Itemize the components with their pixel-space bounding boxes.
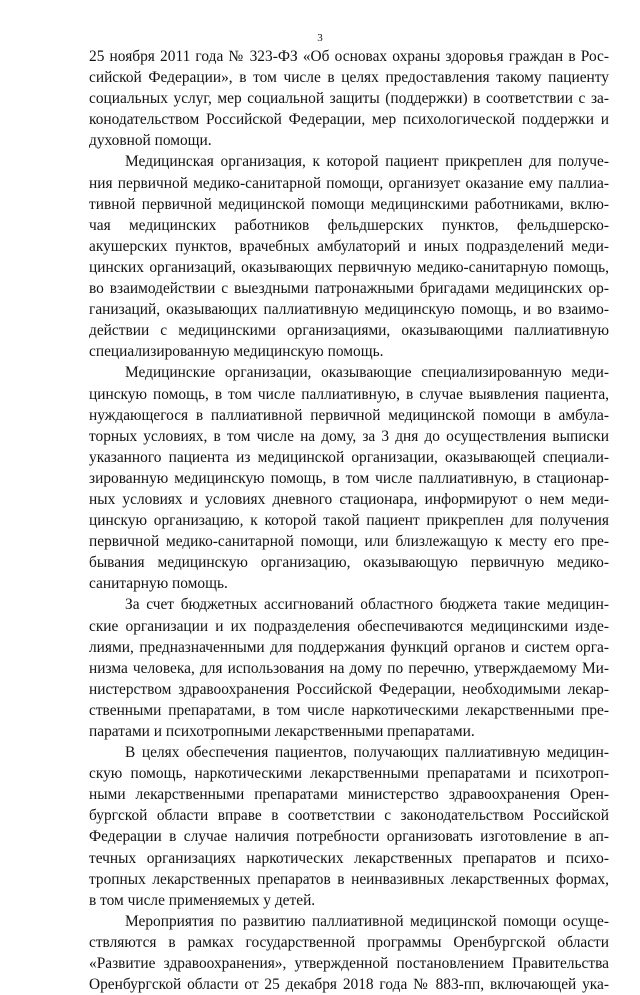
text-line: тропных лекарственных препаратов в неинвазивных лекарственных формах,: [89, 870, 609, 888]
text-line: Медицинские организации, оказывающие специализированную меди-: [125, 364, 609, 382]
text-line: цинскую организацию, к которой такой пациент прикреплен для получения: [89, 512, 609, 530]
text-line: нуждающегося в паллиативной первичной медицинской помощи в амбула-: [89, 406, 609, 424]
page-number: 3: [317, 32, 323, 44]
text-line: Медицинская организация, к которой пациент прикреплен для получе-: [125, 153, 609, 171]
paragraph: [89, 742, 609, 911]
text-line: ных условиях и условиях дневного стационара, информируют о нем меди-: [89, 490, 609, 508]
text-line: тивной первичной медицинской помощи медицинскими работниками, вклю-: [89, 195, 609, 213]
text-line: цинских организаций, оказывающих первичную медико-санитарную помощь,: [89, 258, 609, 276]
text-line: 25 ноября 2011 года № 323-ФЗ «Об основах охраны здоровья граждан в Рос-: [89, 48, 609, 65]
text-line: лиями, предназначенными для поддержания функций органов и систем орга-: [89, 638, 609, 656]
text-line: сийской Федерации», в том числе в целях предоставления такому пациенту: [89, 69, 609, 87]
text-line: чая медицинских работников фельдшерских пунктов, фельдшерско-: [89, 216, 609, 234]
text-line: ния первичной медико-санитарной помощи, организует оказание ему паллиа-: [89, 174, 609, 192]
paragraph: [89, 46, 609, 151]
text-line: ственными препаратами, в том числе наркотическими лекарственными пре-: [89, 701, 609, 719]
text-line: конодательством Российской Федерации, мер психологической поддержки и: [89, 111, 609, 129]
paragraph: [89, 594, 609, 742]
document-body: [89, 46, 609, 995]
paragraph: [89, 151, 609, 362]
text-line: первичной медико-санитарной помощи, или близлежащую к месту его пре-: [89, 533, 609, 551]
text-line: низма человека, для использования на дому по перечню, утверждаемому Ми-: [89, 659, 609, 677]
text-line: санитарную помощь.: [89, 575, 228, 593]
text-line: специализированную медицинскую помощь.: [89, 343, 384, 361]
text-line: Оренбургской области от 25 декабря 2018 года № 883-пп, включающей ука-: [89, 976, 609, 994]
text-line: Мероприятия по развитию паллиативной медицинской помощи осуще-: [125, 912, 609, 930]
text-line: паратами и психотропными лекарственными препаратами.: [89, 723, 475, 740]
text-line: течных организациях наркотических лекарственных препаратов и психо-: [89, 849, 609, 867]
text-line: действии с медицинскими организациями, оказывающими паллиативную: [89, 322, 609, 340]
text-line: «Развитие здравоохранения», утвержденной постановлением Правительства: [89, 955, 609, 973]
text-line: бургской области вправе в соответствии с законодательством Российской: [89, 807, 609, 825]
text-line: ными лекарственными препаратами министерство здравоохранения Орен-: [89, 786, 609, 804]
text-line: бывания медицинскую организацию, оказывающую первичную медико-: [89, 554, 609, 572]
text-line: скую помощь, наркотическими лекарственными препаратами и психотроп-: [89, 765, 609, 783]
text-line: нистерством здравоохранения Российской Федерации, необходимыми лекар-: [89, 680, 609, 698]
text-line: За счет бюджетных ассигнований областного бюджета такие медицин-: [125, 596, 609, 614]
text-line: во взаимодействии с выездными патронажными бригадами медицинских ор-: [89, 280, 609, 298]
text-line: цинскую помощь, в том числе паллиативную, в случае выявления пациента,: [89, 385, 609, 403]
text-line: ганизаций, оказывающих паллиативную медицинскую помощь, и во взаимо-: [89, 301, 609, 319]
paragraph: [89, 362, 609, 594]
text-line: духовной помощи.: [89, 132, 212, 150]
text-line: в том числе применяемых у детей.: [89, 891, 316, 909]
text-line: ские организации и их подразделения обеспечиваются медицинскими изде-: [89, 617, 609, 635]
paragraph: [89, 911, 609, 995]
text-line: указанного пациента из медицинской организации, оказывающей специали-: [89, 448, 609, 466]
text-line: ствляются в рамках государственной программы Оренбургской области: [89, 933, 609, 951]
text-line: акушерских пунктов, врачебных амбулаторий и иных подразделений меди-: [89, 237, 609, 255]
text-line: В целях обеспечения пациентов, получающих паллиативную медицин-: [125, 744, 609, 762]
text-line: торных условиях, в том числе на дому, за 3 дня до осуществления выписки: [89, 427, 609, 445]
text-line: социальных услуг, мер социальной защиты (поддержки) в соответствии с за-: [89, 90, 609, 108]
text-line: Федерации в случае наличия потребности организовать изготовление в ап-: [89, 828, 609, 846]
text-line: зированную медицинскую помощь, в том числе паллиативную, в стационар-: [89, 469, 609, 487]
